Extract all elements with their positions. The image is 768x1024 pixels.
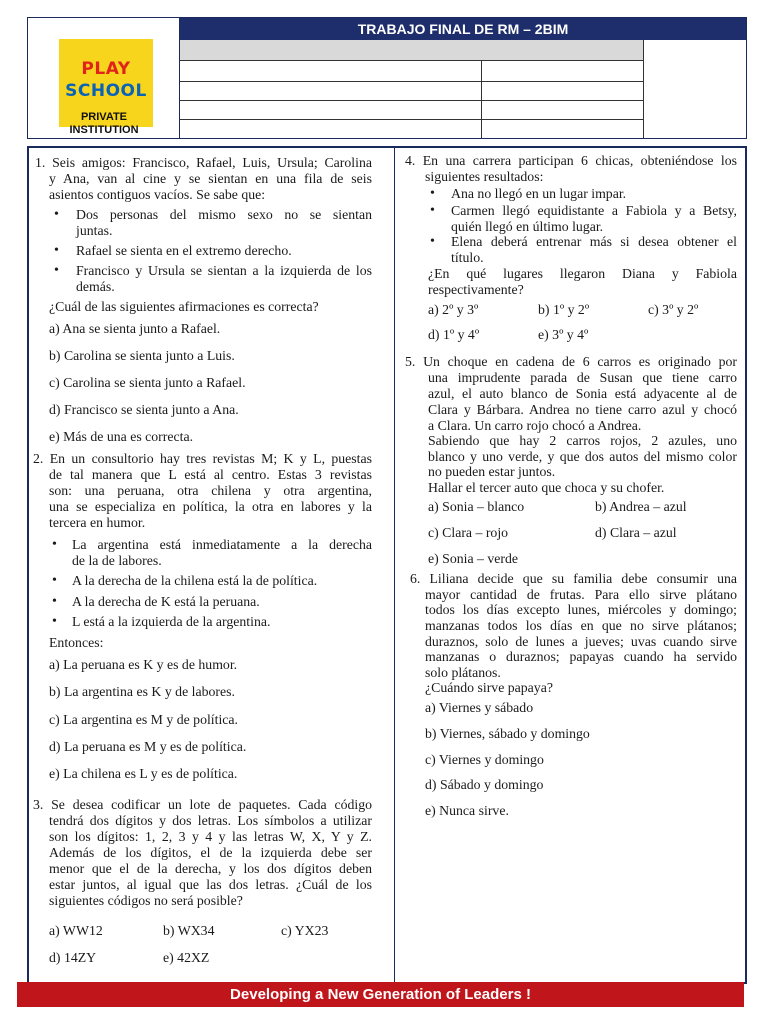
logo-cell xyxy=(28,18,180,138)
q1-option: c) Carolina se sienta junto a Rafael. xyxy=(49,375,246,390)
q4-line: siguientes resultados: xyxy=(425,169,544,184)
institution-label xyxy=(28,111,180,137)
q1-condition: Rafael se sienta en el extremo derecho. xyxy=(76,243,292,258)
q6-option: d) Sábado y domingo xyxy=(425,777,544,792)
q5-line: Clara y Bárbara. Andrea no tiene carro azul y chocó xyxy=(428,402,737,417)
q4-question: ¿En qué lugares llegaron Diana y Fabiola xyxy=(428,266,737,281)
q2-condition: A la derecha de la chilena está la de política. xyxy=(72,573,318,588)
q5-line: no pueden estar juntos. xyxy=(428,464,556,479)
q4-condition: Carmen llegó equidistante a Fabiola y a Betsy, xyxy=(451,203,737,218)
header-table xyxy=(27,17,747,139)
q2-option: a) La peruana es K y es de humor. xyxy=(49,657,238,672)
q1-line: 1. Seis amigos: Francisco, Rafael, Luis, Ursula; Carolina xyxy=(35,155,372,170)
q5-line: azul, el auto blanco de Sonia está adyacente al de xyxy=(428,386,737,401)
column-divider xyxy=(394,148,395,982)
q6-line: mayor cantidad de frutas. Para ello sirve plátano xyxy=(425,587,737,602)
q1-option: d) Francisco se sienta junto a Ana. xyxy=(49,402,239,417)
q6-option: b) Viernes, sábado y domingo xyxy=(425,726,590,741)
q4-option-c: c) 3º y 2º xyxy=(648,302,699,317)
logo-word-play: PLAY xyxy=(81,59,131,79)
q2-line: son: una peruana, otra chilena y otra argentina, xyxy=(49,483,372,498)
q5-line: una imprudente parada de Susan que tiene carro xyxy=(428,370,737,385)
q2-line: una se especializa en política, la otra en labores y la xyxy=(49,499,372,514)
bullet-icon: • xyxy=(52,573,57,588)
q5-option-d: d) Clara – azul xyxy=(595,525,677,540)
q1-question: ¿Cuál de las siguientes afirmaciones es correcta? xyxy=(49,299,319,314)
q2-line: tercera en humor. xyxy=(49,515,146,530)
q2-option: e) La chilena es L y es de política. xyxy=(49,766,238,781)
q5-line: 5. Un choque en cadena de 6 carros es originado por xyxy=(405,354,737,369)
q4-option-e: e) 3º y 4º xyxy=(538,327,589,342)
institution-line-2: INSTITUTION xyxy=(69,124,139,136)
q5-line: Sabiendo que hay 2 carros rojos, 2 azules, uno xyxy=(428,433,737,448)
q4-option-b: b) 1º y 2º xyxy=(538,302,590,317)
q3-option-b: b) WX34 xyxy=(163,923,215,938)
q2-condition: L está a la izquierda de la argentina. xyxy=(72,614,271,629)
q6-line: solo plátanos. xyxy=(425,665,501,680)
bullet-icon: • xyxy=(430,234,435,249)
q1-condition: juntas. xyxy=(76,223,113,238)
q4-condition: quién llegó en último lugar. xyxy=(451,219,604,234)
q4-line: 4. En una carrera participan 6 chicas, obteniéndose los xyxy=(405,153,737,168)
q6-line: 6. Liliana decide que su familia debe consumir una xyxy=(410,571,737,586)
q4-option-d: d) 1º y 4º xyxy=(428,327,480,342)
header-grid-line xyxy=(180,100,643,101)
q6-option: e) Nunca sirve. xyxy=(425,803,509,818)
q2-line: de tal manera que L está al centro. Estas 3 revistas xyxy=(49,467,372,482)
q6-line: duraznos, solo de lunes a jueves; uvas cuando sirve xyxy=(425,634,737,649)
bullet-icon: • xyxy=(430,186,435,201)
q3-line: son los dígitos: 1, 2, 3 y 4 y las letras W, X, Y y Z. xyxy=(49,829,372,844)
logo-word-school: SCHOOL xyxy=(65,81,147,101)
q1-line: asientos contiguos vacíos. Se sabe que: xyxy=(49,187,266,202)
q2-option: b) La argentina es K y de labores. xyxy=(49,684,235,699)
q2-condition: A la derecha de K está la peruana. xyxy=(72,594,260,609)
q2-option: c) La argentina es M y de política. xyxy=(49,712,238,727)
footer-banner: Developing a New Generation of Leaders ! xyxy=(17,982,744,1007)
q1-line: y Ana, van al cine y se sientan en una fila de seis xyxy=(49,171,372,186)
q1-option: b) Carolina se sienta junto a Luis. xyxy=(49,348,235,363)
page-title: TRABAJO FINAL DE RM – 2BIM xyxy=(180,18,746,40)
bullet-icon: • xyxy=(52,537,57,552)
q1-option: e) Más de una es correcta. xyxy=(49,429,194,444)
bullet-icon: • xyxy=(54,263,59,278)
q3-option-a: a) WW12 xyxy=(49,923,103,938)
q6-question: ¿Cuándo sirve papaya? xyxy=(425,680,553,695)
q2-option: d) La peruana es M y es de política. xyxy=(49,739,247,754)
q3-line: menor que el de la derecha, y los dos dígitos deben xyxy=(49,861,372,876)
q6-line: todos los días excepto lunes, miércoles y domingo; xyxy=(425,602,737,617)
q3-line: estar juntos, al igual que las dos letras. ¿Cuál de los xyxy=(49,877,372,892)
q2-then: Entonces: xyxy=(49,635,104,650)
q5-option-a: a) Sonia – blanco xyxy=(428,499,525,514)
q5-option-b: b) Andrea – azul xyxy=(595,499,687,514)
bullet-icon: • xyxy=(52,594,57,609)
q2-condition: La argentina está inmediatamente a la derecha xyxy=(72,537,372,552)
q5-option-c: c) Clara – rojo xyxy=(428,525,509,540)
q5-option-e: e) Sonia – verde xyxy=(428,551,519,566)
q4-question: respectivamente? xyxy=(428,282,524,297)
bullet-icon: • xyxy=(54,207,59,222)
q5-line: Hallar el tercer auto que choca y su chofer. xyxy=(428,480,665,495)
q6-line: manzanas o duraznos; papayas cuando ha servido xyxy=(425,649,737,664)
q6-line: manzanas todos los días en que no sirve plátanos; xyxy=(425,618,737,633)
q3-option-d: d) 14ZY xyxy=(49,950,97,965)
q3-option-e: e) 42XZ xyxy=(163,950,210,965)
q5-line: blanco y uno verde, y que dos autos del mismo color xyxy=(428,449,737,464)
q1-condition: Francisco y Ursula se sientan a la izquierda de los xyxy=(76,263,372,278)
q4-condition: Elena deberá entrenar más si desea obtener el xyxy=(451,234,737,249)
q3-line: tendrá dos dígitos y dos letras. Los símbolos a utilizar xyxy=(49,813,372,828)
q1-condition: Dos personas del mismo sexo no se sientan xyxy=(76,207,372,222)
q3-line: 3. Se desea codificar un lote de paquetes. Cada código xyxy=(33,797,372,812)
q3-option-c: c) YX23 xyxy=(281,923,329,938)
q2-condition: de la de labores. xyxy=(72,553,162,568)
header-grid-line xyxy=(643,40,644,138)
q6-option: a) Viernes y sábado xyxy=(425,700,534,715)
header-grid-line xyxy=(180,119,643,120)
q1-option: a) Ana se sienta junto a Rafael. xyxy=(49,321,221,336)
q3-line: siguientes códigos no será posible? xyxy=(49,893,243,908)
header-grid-line xyxy=(180,81,643,82)
header-shaded-row xyxy=(180,40,643,61)
header-grid-line xyxy=(481,60,482,138)
q4-option-a: a) 2º y 3º xyxy=(428,302,479,317)
q4-condition: título. xyxy=(451,250,484,265)
q1-condition: demás. xyxy=(76,279,115,294)
q5-line: a Clara. Un carro rojo chocó a Andrea. xyxy=(428,418,642,433)
q3-line: Además de los dígitos, el de la izquierda debe ser xyxy=(49,845,372,860)
bullet-icon: • xyxy=(52,614,57,629)
bullet-icon: • xyxy=(54,243,59,258)
q6-option: c) Viernes y domingo xyxy=(425,752,544,767)
institution-line-1: PRIVATE xyxy=(80,111,128,123)
q4-condition: Ana no llegó en un lugar impar. xyxy=(451,186,627,201)
q2-line: 2. En un consultorio hay tres revistas M; K y L, puestas xyxy=(33,451,372,466)
bullet-icon: • xyxy=(430,203,435,218)
